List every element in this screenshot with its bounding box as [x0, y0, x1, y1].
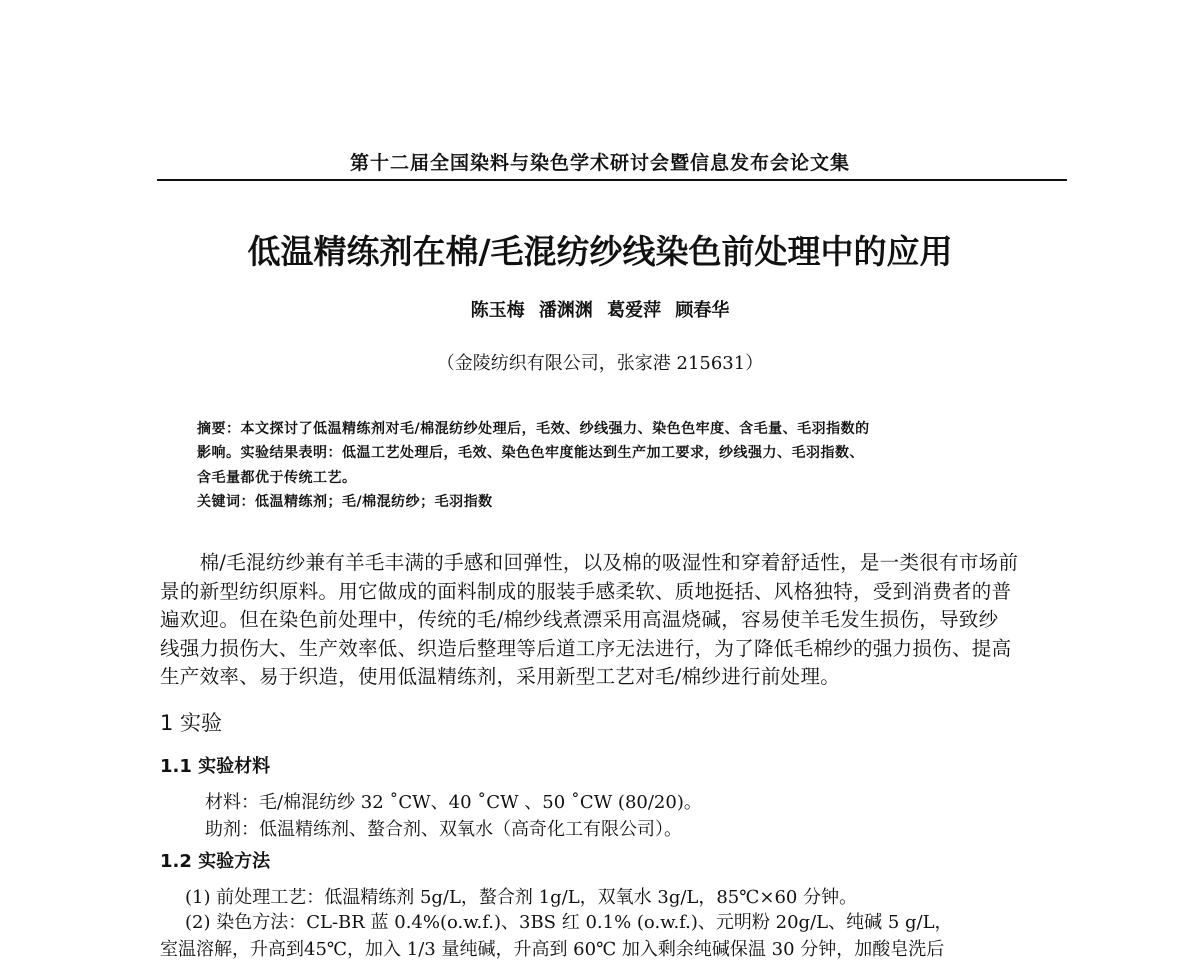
authors: 陈玉梅 潘渊渊 葛爱萍 顾春华 [470, 300, 730, 321]
materials-line: 材料：毛/棉混纺纱 32 ˚CW、40 ˚CW 、50 ˚CW (80/20)。 [205, 792, 702, 813]
section-heading: 1 实验 [160, 711, 223, 735]
intro-line: 线强力损伤大、生产效率低、织造后整理等后道工序无法进行，为了降低毛棉纱的强力损伤、提高 [160, 637, 1012, 660]
method-line: (2) 染色方法：CL-BR 蓝 0.4%(o.w.f.)、3BS 红 0.1% (o.w.f.)、元明粉 20g/L、纯碱 5 g/L， [185, 912, 953, 933]
keywords: 关键词：低温精练剂；毛/棉混纺纱；毛羽指数 [197, 494, 493, 510]
intro-line: 景的新型纺织原料。用它做成的面料制成的服装手感柔软、质地挺括、风格独特，受到消费者的普 [160, 580, 1012, 603]
header-rule [157, 179, 1067, 181]
intro-line: 遍欢迎。但在染色前处理中，传统的毛/棉纱线煮漂采用高温烧碱，容易使羊毛发生损伤，导致纱 [160, 608, 999, 631]
abstract-line: 摘要：本文探讨了低温精练剂对毛/棉混纺纱处理后，毛效、纱线强力、染色色牢度、含毛量、毛羽指数的 [197, 421, 870, 437]
subsection-heading: 1.2 实验方法 [160, 851, 271, 872]
intro-line: 生产效率、易于织造，使用低温精练剂，采用新型工艺对毛/棉纱进行前处理。 [160, 665, 841, 688]
abstract-line: 含毛量都优于传统工艺。 [197, 470, 357, 486]
paper-title: 低温精练剂在棉/毛混纺纱线染色前处理中的应用 [247, 232, 953, 271]
subsection-heading: 1.1 实验材料 [160, 756, 271, 777]
auxiliaries-line: 助剂：低温精练剂、螯合剂、双氧水（高奇化工有限公司）。 [205, 819, 682, 840]
intro-line: 棉/毛混纺纱兼有羊毛丰满的手感和回弹性，以及棉的吸湿性和穿着舒适性，是一类很有市场前 [160, 551, 1019, 574]
method-line: (1) 前处理工艺：低温精练剂 5g/L，螯合剂 1g/L，双氧水 3g/L，85℃×60 分钟。 [185, 887, 858, 908]
method-line: 室温溶解，升高到45℃，加入 1/3 量纯碱，升高到 60℃ 加入剩余纯碱保温 30 分钟，加酸皂洗后 [160, 939, 945, 960]
affiliation: （金陵纺织有限公司，张家港 215631） [436, 353, 764, 374]
running-header: 第十二届全国染料与染色学术研讨会暨信息发布会论文集 [349, 152, 850, 174]
abstract-line: 影响。实验结果表明：低温工艺处理后，毛效、染色色牢度能达到生产加工要求，纱线强力、毛羽指数、 [197, 445, 864, 461]
